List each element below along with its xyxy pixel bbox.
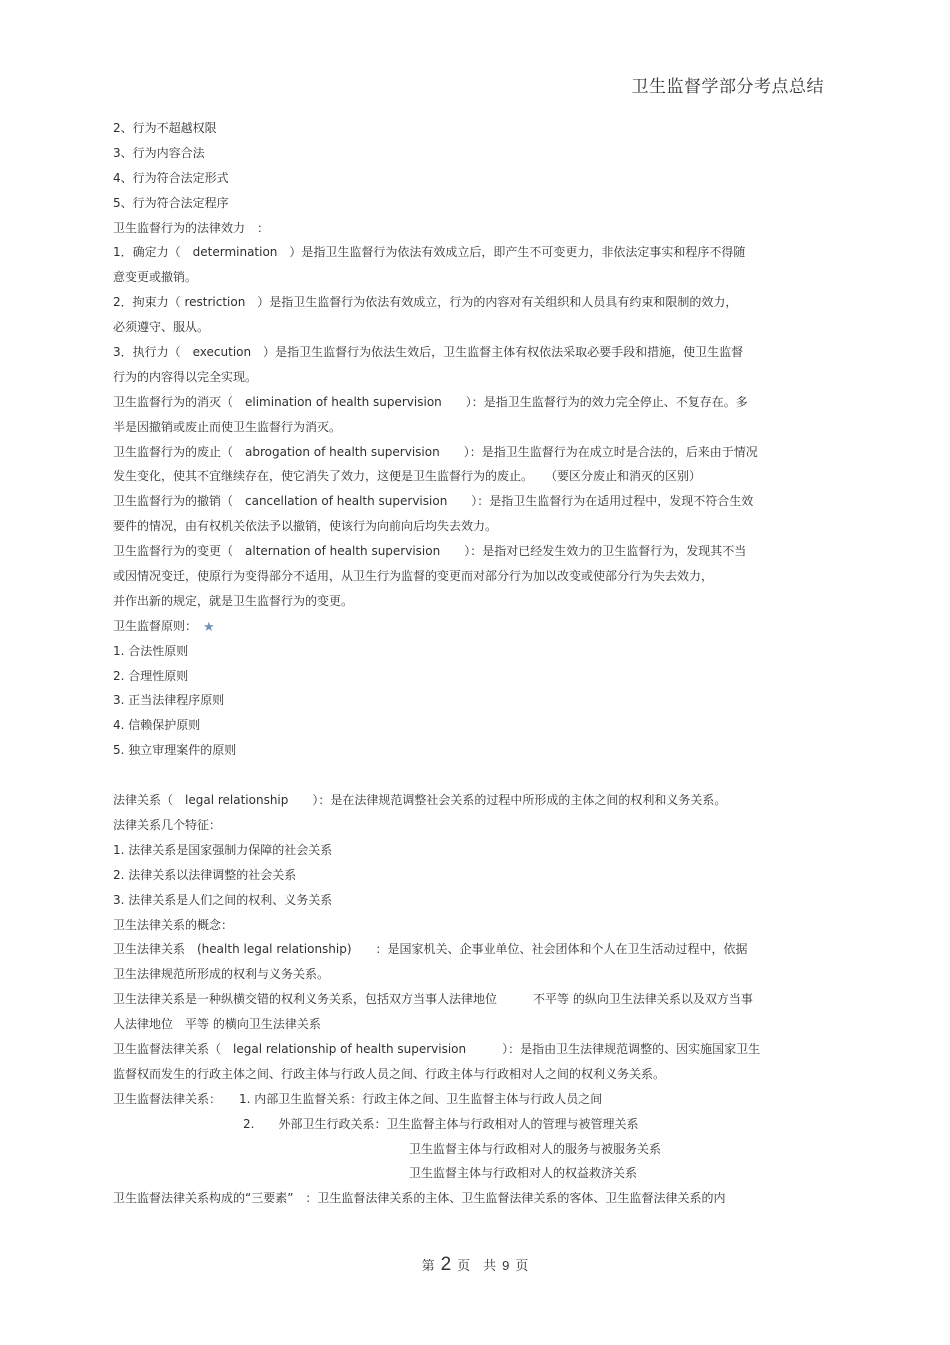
text-line: 半是因撤销或废止而使卫生监督行为消灭。 — [113, 419, 342, 434]
text-line: 行为的内容得以完全实现。 — [113, 369, 258, 384]
text-line: 或因情况变迁，使原行为变得部分不适用，从卫生行为监督的变更而对部分行为加以改变或使部分行为失去效力， — [113, 569, 714, 584]
text-line: 2、行为不超越权限 — [113, 121, 217, 135]
text-line: 卫生监督法律关系（ legal relationship of health supervision ）：是指由卫生法律规范调整的、因实施国家卫生 — [113, 1041, 761, 1056]
text-line: 监督权而发生的行政主体之间、行政主体与行政人员之间、行政主体与行政相对人之间的权利义务关系。 — [113, 1066, 666, 1081]
text-line: 2．拘束力（ restriction ）是指卫生监督行为依法有效成立，行为的内容对有关组织和人员具有约束和限制的效力， — [113, 295, 738, 310]
principles-heading: 卫生监督原则： — [113, 618, 198, 633]
text-line: 卫生监督行为的废止（ abrogation of health supervision ）：是指卫生监督行为在成立时是合法的，后来由于情况 — [113, 444, 758, 459]
principles-heading-row — [113, 614, 825, 639]
text-line: 卫生法律关系是一种纵横交错的权利义务关系，包括双方当事人法律地位 不平等 的纵向卫生法律关系以及双方当事 — [113, 992, 753, 1007]
text-line: 卫生监督行为的变更（ alternation of health supervision ）：是指对已经发生效力的卫生监督行为，发现其不当 — [113, 544, 747, 559]
text-line: 意变更或撤销。 — [113, 270, 198, 285]
text-line: 3．执行力（ execution ）是指卫生监督行为依法生效后，卫生监督主体有权依法采取必要手段和措施，使卫生监督 — [113, 345, 744, 360]
text-line: 卫生法律关系的概念： — [113, 917, 234, 932]
text-line: 2. 法律关系以法律调整的社会关系 — [113, 867, 297, 882]
text-line: 卫生法律关系 (health legal relationship) ：是国家机关、企事业单位、社会团体和个人在卫生活动过程中，依据 — [113, 942, 748, 957]
section-heading: 卫生监督行为的法律效力 ： — [113, 220, 270, 235]
text-line: 要件的情况，由有权机关依法予以撤销，使该行为向前向后均失去效力。 — [113, 519, 498, 534]
text-line: 卫生监督行为的撤销（ cancellation of health supervision ）：是指卫生监督行为在适用过程中，发现不符合生效 — [113, 494, 754, 509]
text-line: 4、行为符合法定形式 — [113, 170, 229, 185]
principle-item: 1. 合法性原则 — [113, 643, 189, 658]
text-line: 1．确定力（ determination ）是指卫生监督行为依法有效成立后，即产生不可变更力，非依法定事实和程序不得随 — [113, 245, 746, 260]
text-line: 必须遵守、服从。 — [113, 320, 210, 335]
text-line: 3. 法律关系是人们之间的权利、义务关系 — [113, 892, 333, 907]
text-line: 并作出新的规定，就是卫生监督行为的变更。 — [113, 593, 354, 608]
text-line: 卫生监督法律关系： 1. 内部卫生监督关系：行政主体之间、卫生监督主体与行政人员之间 — [113, 1091, 603, 1106]
principle-item: 5. 独立审理案件的原则 — [113, 743, 237, 758]
footer-suffix: 页 — [515, 1259, 529, 1274]
text-line: 法律关系几个特征： — [113, 817, 222, 832]
footer-middle: 页 共 — [457, 1259, 497, 1274]
page-header-title: 卫生监督学部分考点总结 — [631, 77, 824, 97]
principle-item: 3. 正当法律程序原则 — [113, 693, 225, 708]
text-line: 5、行为符合法定程序 — [113, 195, 229, 210]
footer-prefix: 第 — [421, 1259, 435, 1274]
external-relation-line: 2. 外部卫生行政关系：卫生监督主体与行政相对人的管理与被管理关系 — [243, 1116, 639, 1131]
external-relation-line: 卫生监督主体与行政相对人的服务与被服务关系 — [409, 1141, 662, 1156]
spacer — [113, 763, 825, 788]
principle-item: 2. 合理性原则 — [113, 668, 189, 683]
document-body — [113, 116, 825, 1211]
text-line: 法律关系（ legal relationship ）：是在法律规范调整社会关系的过程中所形成的主体之间的权利和义务关系。 — [113, 793, 727, 808]
external-relation-line: 卫生监督主体与行政相对人的权益救济关系 — [409, 1166, 638, 1181]
text-line: 发生变化，使其不宜继续存在，使它消失了效力，这便是卫生监督行为的废止。 （要区分废止和消灭的区别） — [113, 469, 702, 484]
star-icon: ★ — [203, 619, 215, 635]
principle-item: 4. 信赖保护原则 — [113, 718, 201, 733]
total-pages: 9 — [502, 1258, 510, 1273]
text-line: 卫生监督行为的消灭（ elimination of health supervision ）：是指卫生监督行为的效力完全停止、不复存在。多 — [113, 394, 748, 409]
page-footer — [0, 1254, 950, 1276]
text-line: 卫生监督法律关系构成的“三要素” ：卫生监督法律关系的主体、卫生监督法律关系的客体、卫生监督法律关系的内 — [113, 1191, 726, 1206]
text-line: 人法律地位 平等 的横向卫生法律关系 — [113, 1017, 321, 1032]
text-line: 卫生法律规范所形成的权利与义务关系。 — [113, 967, 330, 982]
page-number: 2 — [440, 1254, 452, 1275]
text-line: 1. 法律关系是国家强制力保障的社会关系 — [113, 842, 333, 857]
text-line: 3、行为内容合法 — [113, 145, 205, 160]
